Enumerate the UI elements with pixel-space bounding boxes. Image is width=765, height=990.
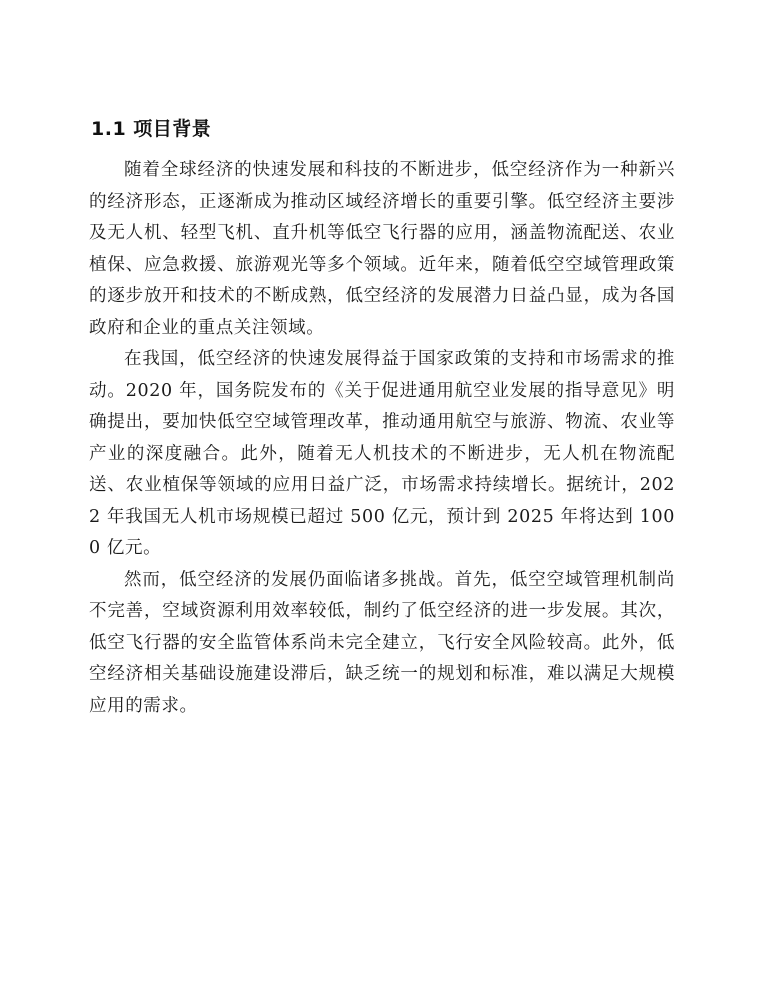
section-heading: 1.1 项目背景 <box>91 118 212 140</box>
paragraph-domestic-policy: 在我国，低空经济的快速发展得益于国家政策的支持和市场需求的推动。2020 年，国务院发布的《关于促进通用航空业发展的指导意见》明确提出，要加快低空空域管理改革，推动通用航空与旅游、物流、农业等产业的深度融合。此外，随着无人机技术的不断进步，无人机在物流配送、农业植保等领域的应用日益广泛，市场需求持续增长。据统计，2022 年我国无人机市场规模已超过 500 亿元，预计到 2025 年将达到 1000 亿元。 <box>89 349 675 558</box>
section-body <box>89 155 675 722</box>
paragraph-background: 随着全球经济的快速发展和科技的不断进步，低空经济作为一种新兴的经济形态，正逐渐成为推动区域经济增长的重要引擎。低空经济主要涉及无人机、轻型飞机、直升机等低空飞行器的应用，涵盖物流配送、农业植保、应急救援、旅游观光等多个领域。近年来，随着低空空域管理政策的逐步放开和技术的不断成熟，低空经济的发展潜力日益凸显，成为各国政府和企业的重点关注领域。 <box>89 160 675 338</box>
paragraph-challenges: 然而，低空经济的发展仍面临诸多挑战。首先，低空空域管理机制尚不完善，空域资源利用效率较低，制约了低空经济的进一步发展。其次，低空飞行器的安全监管体系尚未完全建立，飞行安全风险较高。此外，低空经济相关基础设施建设滞后，缺乏统一的规划和标准，难以满足大规模应用的需求。 <box>89 569 675 716</box>
